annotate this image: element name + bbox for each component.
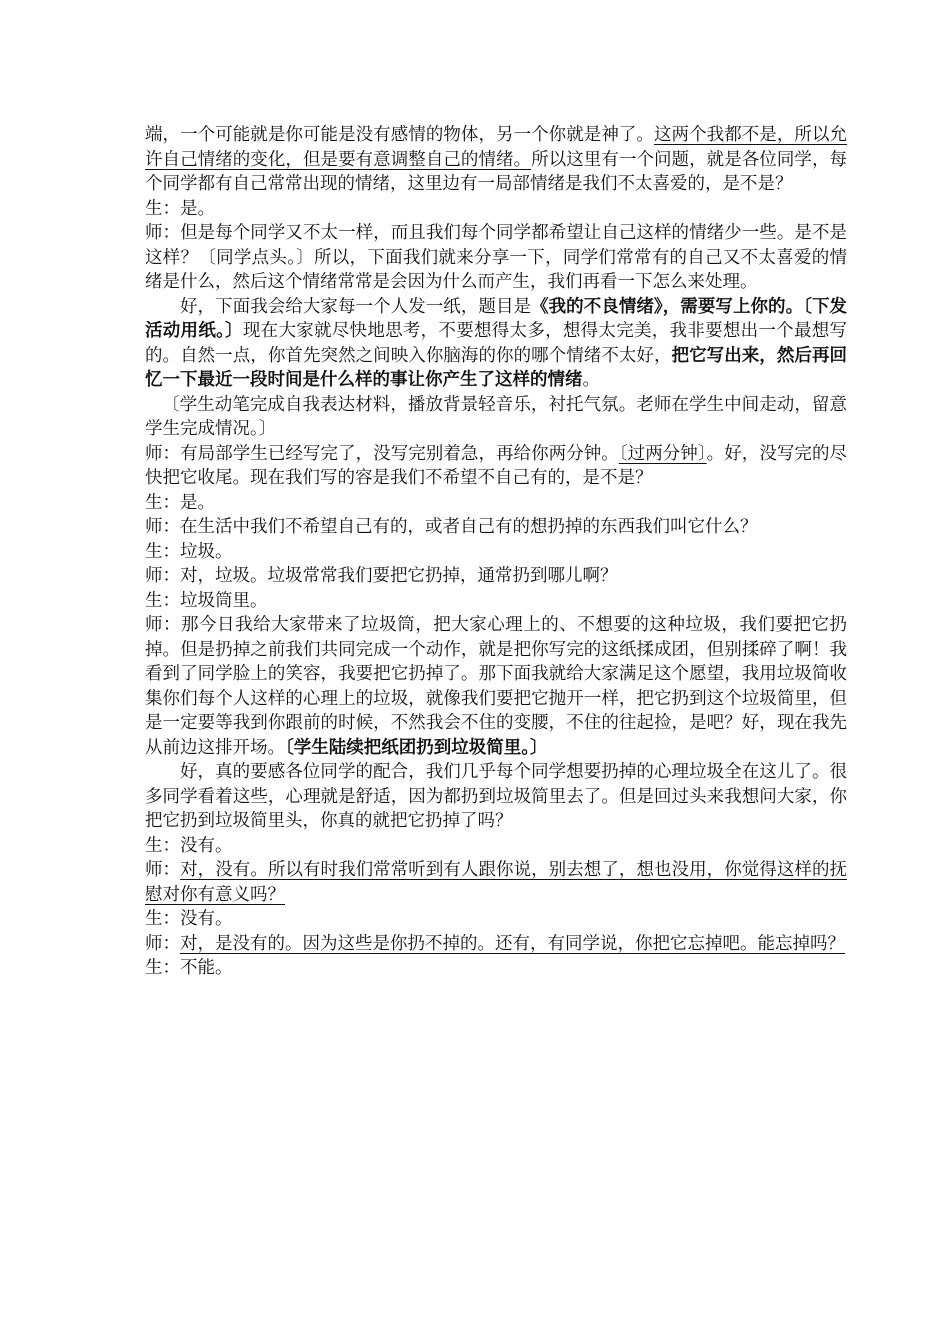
underlined-text: 这两个我都不是，所以允许自己情绪的变化，但是要有意调整自己的情绪。 xyxy=(145,125,848,170)
paragraph xyxy=(145,589,847,614)
paragraph xyxy=(145,197,847,222)
text-segment: 所以这里有一个问题，就是各位同学，每个同学都有自己常常出现的情绪，这里边有一局部情绪是我们不太喜爱的，是不是？ xyxy=(145,149,848,194)
text-segment: 师： xyxy=(145,933,180,954)
paragraph xyxy=(145,858,847,907)
text-segment: 师：在生活中我们不希望自己有的，或者自己有的想扔掉的东西我们叫它什么？ xyxy=(145,517,758,537)
text-segment: 现在大家就尽快地思考，不要想得太多，想得太完美，我非要想出一个最想写的。自然一点，你首先突然之间映入你脑海的你的哪个情绪不太好， xyxy=(145,321,847,366)
text-segment: 生：是。 xyxy=(145,198,215,219)
paragraph xyxy=(145,442,847,491)
underlined-text: 对，是没有的。因为这些是你扔不掉的。还有，有同学说，你把它忘掉吧。能忘掉吗？ xyxy=(180,933,845,954)
text-segment: 好，真的要感各位同学的配合，我们几乎每个同学想要扔掉的心理垃圾全在这儿了。很多同学看着这些，心理就是舒适，因为都扔到垃圾简里去了。但是回过头来我想问大家，你把它扔到垃圾简里头，你真的就把它扔掉了吗？ xyxy=(145,762,847,831)
text-segment: 师：有局部学生已经写完了，没写完别着急，再给你两分钟。 xyxy=(145,443,619,464)
paragraph xyxy=(145,123,847,197)
text-segment: 师： xyxy=(145,860,181,880)
paragraph xyxy=(145,932,847,957)
text-segment: 生：是。 xyxy=(145,492,215,513)
text-segment: 师：对，垃圾。垃圾常常我们要把它扔掉，通常扔到哪儿啊？ xyxy=(145,566,618,586)
text-segment: 端，一个可能就是你可能是没有感情的物体，另一个你就是神了。 xyxy=(145,125,654,145)
paragraph xyxy=(145,393,847,442)
bold-text: 〔学生陆续把纸团扔到垃圾简里。〕 xyxy=(285,737,548,758)
paragraph xyxy=(145,613,847,760)
text-segment: 。好，没写完的尽快把它收尾。现在我们写的容是我们不希望不自己有的，是不是？ xyxy=(145,443,848,488)
paragraph xyxy=(145,956,847,981)
paragraph xyxy=(145,295,847,393)
paragraph xyxy=(145,564,847,589)
text-segment: 好，下面我会给大家每一个人发一纸，题目是 xyxy=(180,296,532,317)
document-page xyxy=(145,123,847,981)
paragraph xyxy=(145,540,847,565)
text-segment: 。 xyxy=(582,370,600,390)
underlined-text: 对，没有。所以有时我们常常听到有人跟你说，别去想了，想也没用，你觉得这样的抚慰对你有意义吗？ xyxy=(145,860,848,905)
paragraph xyxy=(145,221,847,295)
text-segment: 生：垃圾筒里。 xyxy=(145,590,268,611)
paragraph xyxy=(145,834,847,859)
text-segment: 生：没有。 xyxy=(145,909,233,929)
bold-text: 《我的不良情绪》，需要写上你的。〔下发活动用纸。〕 xyxy=(145,296,848,341)
text-segment: 师：但是每个同学又不太一样，而且我们每个同学都希望让自己这样的情绪少一些。是不是这样？〔同学点头。〕所以，下面我们就来分享一下，同学们常常有的自己又不太喜爱的情绪是什么，然后这个情绪常常是会因为什么而产生，我们再看一下怎么来处理。 xyxy=(145,223,847,292)
bold-text: 把它写出来，然后再回忆一下最近一段时间是什么样的事让你产生了这样的情绪 xyxy=(145,345,848,390)
text-segment: 〔学生动笔完成自我表达材料，播放背景轻音乐，衬托气氛。老师在学生中间走动，留意学生完成情况。〕 xyxy=(145,394,847,439)
paragraph xyxy=(145,515,847,540)
paragraph xyxy=(145,491,847,516)
text-segment: 师：那今日我给大家带来了垃圾筒，把大家心理上的、不想要的这种垃圾，我们要把它扔掉。但是扔掉之前我们共同完成一个动作，就是把你写完的这纸揉成团，但别揉碎了啊！我看到了同学脸上的笑容，我要把它扔掉了。那下面我就给大家满足这个愿望，我用垃圾简收集你们每个人这样的心理上的垃圾，就像我们要把它抛开一样，把它扔到这个垃圾简里，但是一定要等我到你跟前的时候，不然我会不住的变腰，不住的往起捡，是吧？好，现在我先从前边这排开场。 xyxy=(145,615,847,758)
text-segment: 生：垃圾。 xyxy=(145,541,233,562)
paragraph xyxy=(145,907,847,932)
text-segment: 生：没有。 xyxy=(145,835,233,856)
paragraph xyxy=(145,760,847,834)
underlined-text: 〔过两分钟〕 xyxy=(618,443,707,464)
text-segment: 生：不能。 xyxy=(145,958,233,978)
